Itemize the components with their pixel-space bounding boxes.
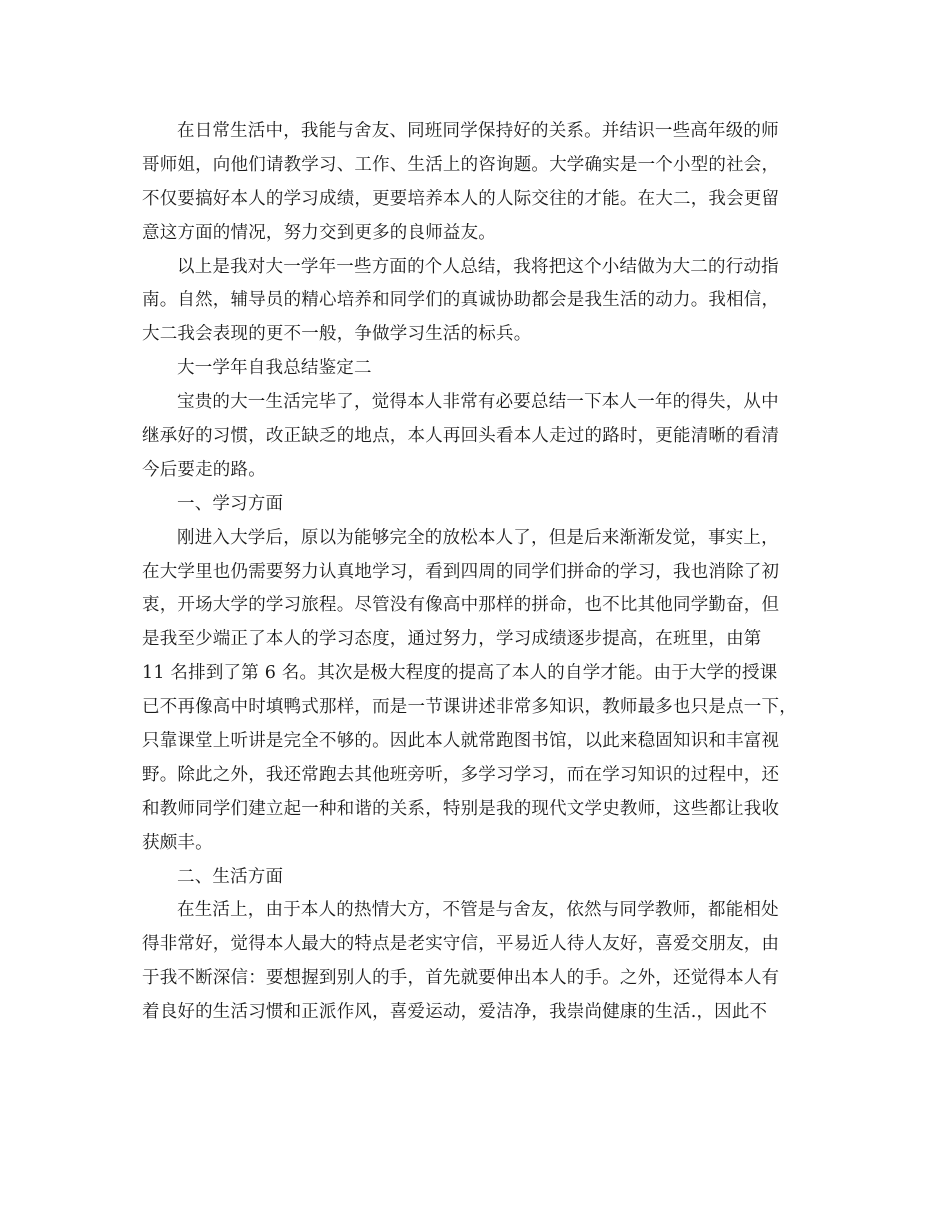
- text-line: 二、生活方面: [177, 866, 284, 887]
- text-line: 不仅要搞好本人的学习成绩，更要培养本人的人际交往的才能。在大二，我会更留: [142, 188, 780, 209]
- document-body: [142, 115, 812, 1030]
- text-line: 野。除此之外，我还常跑去其他班旁听，多学习学习，而在学习知识的过程中，还: [142, 764, 780, 785]
- text-line: 在生活上，由于本人的热情大方，不管是与舍友，依然与同学教师，都能相处: [177, 900, 779, 921]
- text-line: 意这方面的情况，努力交到更多的良师益友。: [142, 222, 496, 243]
- text-line: 在日常生活中，我能与舍友、同班同学保持好的关系。并结识一些高年级的师: [177, 121, 779, 141]
- text-line: 11 名排到了第 6 名。其次是极大程度的提高了本人的自学才能。由于大学的授课: [142, 663, 778, 684]
- text-line: 继承好的习惯，改正缺乏的地点，本人再回头看本人走过的路时，更能清晰的看清: [142, 426, 780, 447]
- text-line: 获颇丰。: [142, 832, 213, 853]
- text-line: 大一学年自我总结鉴定二: [177, 358, 372, 379]
- text-line: 衷，开场大学的学习旅程。尽管没有像高中那样的拼命，也不比其他同学勤奋，但: [142, 595, 780, 616]
- text-line: 宝贵的大一生活完毕了，觉得本人非常有必要总结一下本人一年的得失，从中: [177, 392, 779, 413]
- text-line: 以上是我对大一学年一些方面的个人总结，我将把这个小结做为大二的行动指: [177, 256, 779, 277]
- text-line: 南。自然，辅导员的精心培养和同学们的真诚协助都会是我生活的动力。我相信，: [142, 290, 780, 311]
- text-line: 哥师姐，向他们请教学习、工作、生活上的咨询题。大学确实是一个小型的社会，: [142, 154, 780, 175]
- text-line: 得非常好，觉得本人最大的特点是老实守信，平易近人待人友好，喜爱交朋友，由: [142, 934, 780, 955]
- text-line: 只靠课堂上听讲是完全不够的。因此本人就常跑图书馆，以此来稳固知识和丰富视: [142, 731, 780, 752]
- text-line: 刚进入大学后，原以为能够完全的放松本人了，但是后来渐渐发觉，事实上，: [177, 527, 779, 548]
- text-line: 大二我会表现的更不一般，争做学习生活的标兵。: [142, 324, 532, 345]
- text-line: 在大学里也仍需要努力认真地学习，看到四周的同学们拼命的学习，我也消除了初: [142, 561, 780, 582]
- text-line: 于我不断深信：要想握到别人的手，首先就要伸出本人的手。之外，还觉得本人有: [142, 968, 780, 989]
- text-line: 已不再像高中时填鸭式那样，而是一节课讲述非常多知识，教师最多也只是点一下，: [142, 697, 797, 718]
- text-line: 和教师同学们建立起一种和谐的关系，特别是我的现代文学史教师，这些都让我收: [142, 798, 780, 819]
- text-line: 今后要走的路。: [142, 459, 266, 480]
- text-line: 是我至少端正了本人的学习态度，通过努力，学习成绩逐步提高，在班里，由第: [142, 629, 762, 650]
- text-line: 着良好的生活习惯和正派作风，喜爱运动，爱洁净，我崇尚健康的生活.，因此不: [142, 1002, 768, 1023]
- text-line: 一、学习方面: [177, 493, 284, 514]
